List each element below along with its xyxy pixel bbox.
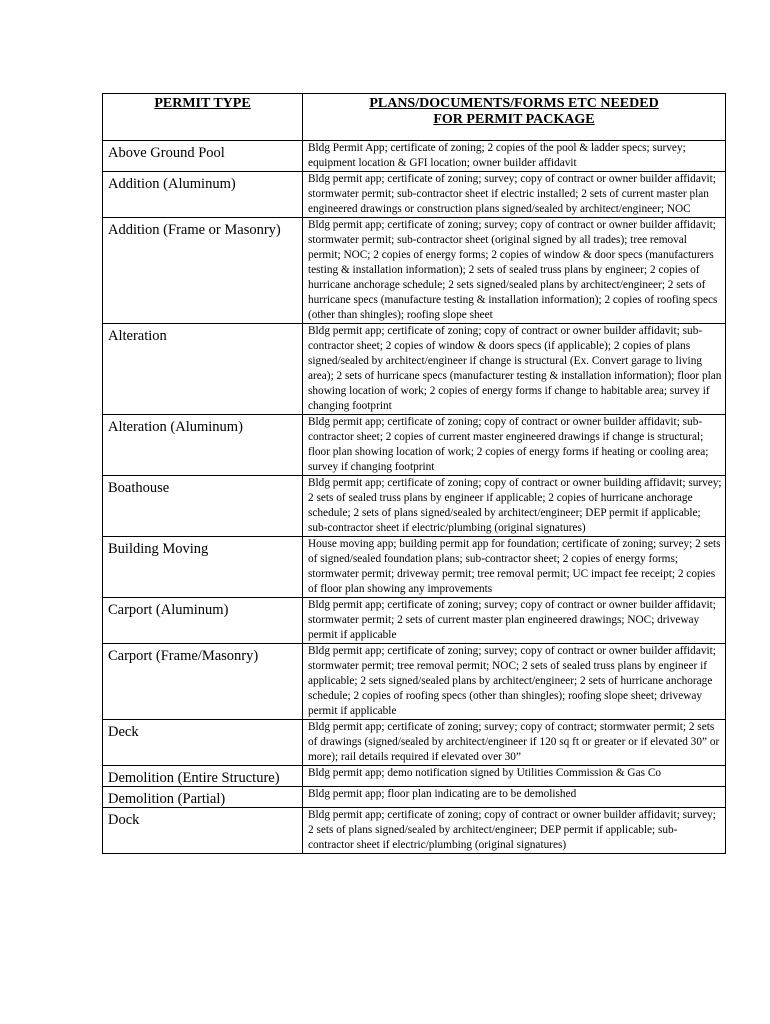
- table-row: [103, 324, 726, 415]
- requirements-cell: Bldg permit app; demo notification signed by Utilities Commission & Gas Co: [303, 766, 726, 787]
- requirements-cell: Bldg permit app; certificate of zoning; copy of contract or owner building affidavit; survey; 2 sets of sealed truss plans by engineer if applicable; 2 copies of hurricane anchorage schedule; 2 sets of plans signed/sealed by architect/engineer; DEP permit if applicable; sub-contractor sheet if electric/plumbing (original signatures): [303, 476, 726, 537]
- table-row: [103, 644, 726, 720]
- requirements-cell: Bldg permit app; certificate of zoning; copy of contract or owner builder affidavit; sub-contractor sheet; 2 copies of window & doors specs (if applicable); 2 copies of plans signed/sealed by architect/engineer if change is structural (Ex. Convert garage to living area); 2 sets of hurricane specs (manufacturer testing & installation information); floor plan showing location of work; 2 copies of energy forms if change to habitable area; survey if changing footprint: [303, 324, 726, 415]
- permit-type-cell: Demolition (Entire Structure): [103, 766, 303, 787]
- requirements-cell: Bldg permit app; certificate of zoning; copy of contract or owner builder affidavit; sub-contractor sheet; 2 copies of current master engineered drawings if change is structural; floor plan showing location of work; 2 copies of energy forms if heating or cooling area; survey if changing footprint: [303, 415, 726, 476]
- permit-type-cell: Addition (Frame or Masonry): [103, 218, 303, 324]
- permit-type-cell: Addition (Aluminum): [103, 172, 303, 218]
- table-header-row: [103, 94, 726, 141]
- requirements-cell: Bldg permit app; certificate of zoning; survey; copy of contract or owner builder affidavit; stormwater permit; sub-contractor sheet if electric installed; 2 sets of current master plan engineered drawings or construction plans signed/sealed by architect/engineer; NOC: [303, 172, 726, 218]
- requirements-cell: House moving app; building permit app for foundation; certificate of zoning; survey; 2 sets of signed/sealed foundation plans; sub-contractor sheet; 2 copies of energy forms; stormwater permit; driveway permit; tree removal permit; UC impact fee receipt; 2 copies of floor plan showing any improvements: [303, 537, 726, 598]
- table-row: [103, 415, 726, 476]
- permit-type-cell: Carport (Aluminum): [103, 598, 303, 644]
- requirements-cell: Bldg permit app; certificate of zoning; copy of contract or owner builder affidavit; survey; 2 sets of plans signed/sealed by architect/engineer; DEP permit if applicable; sub-contractor sheet if electric/plumbing (original signatures): [303, 808, 726, 854]
- requirements-header: [303, 94, 726, 141]
- table-row: [103, 218, 726, 324]
- requirements-cell: Bldg permit app; certificate of zoning; survey; copy of contract or owner builder affidavit; stormwater permit; 2 sets of current master plan engineered drawings; NOC; driveway permit if applicable: [303, 598, 726, 644]
- permit-type-cell: Boathouse: [103, 476, 303, 537]
- requirements-cell: Bldg permit app; floor plan indicating are to be demolished: [303, 787, 726, 808]
- permit-type-cell: Demolition (Partial): [103, 787, 303, 808]
- table-row: [103, 808, 726, 854]
- permit-type-cell: Carport (Frame/Masonry): [103, 644, 303, 720]
- permit-type-cell: Building Moving: [103, 537, 303, 598]
- permit-type-cell: Alteration (Aluminum): [103, 415, 303, 476]
- table-row: [103, 172, 726, 218]
- permit-type-cell: Above Ground Pool: [103, 141, 303, 172]
- permit-type-cell: Alteration: [103, 324, 303, 415]
- requirements-header-line2: FOR PERMIT PACKAGE: [433, 112, 595, 127]
- requirements-cell: Bldg permit app; certificate of zoning; survey; copy of contract or owner builder affidavit; stormwater permit; sub-contractor sheet (original signed by all trades); tree removal permit; NOC; 2 copies of energy forms; 2 copies of window & door specs (manufacturers testing & installation information); 2 sets of sealed truss plans by engineer; 2 copies of hurricane anchorage schedule; 2 sets signed/sealed plans by architect/engineer; 2 sets of hurricane specs (manufacture testing & installation information); 2 copies of roofing specs (other than shingles); roofing slope sheet: [303, 218, 726, 324]
- table-row: [103, 766, 726, 787]
- table-row: [103, 537, 726, 598]
- requirements-cell: Bldg Permit App; certificate of zoning; 2 copies of the pool & ladder specs; survey; equipment location & GFI location; owner builder affidavit: [303, 141, 726, 172]
- requirements-header-line1: PLANS/DOCUMENTS/FORMS ETC NEEDED: [369, 96, 659, 111]
- permit-type-header: PERMIT TYPE: [103, 94, 303, 141]
- table-row: [103, 476, 726, 537]
- requirements-cell: Bldg permit app; certificate of zoning; survey; copy of contract or owner builder affidavit; stormwater permit; tree removal permit; NOC; 2 sets of sealed truss plans by engineer if applicable; 2 sets signed/sealed plans by architect/engineer; 2 sets of hurricane anchorage schedule; 2 copies of roofing specs (other than shingles); roofing slope sheet; driveway permit if applicable: [303, 644, 726, 720]
- permit-requirements-table: [102, 93, 726, 854]
- requirements-cell: Bldg permit app; certificate of zoning; survey; copy of contract; stormwater permit; 2 sets of drawings (signed/sealed by architect/engineer if 120 sq ft or greater or if elevated 30” or more); rail details required if elevated over 30”: [303, 720, 726, 766]
- permit-type-cell: Deck: [103, 720, 303, 766]
- table-row: [103, 787, 726, 808]
- table-row: [103, 720, 726, 766]
- table-row: [103, 598, 726, 644]
- table-row: [103, 141, 726, 172]
- permit-type-cell: Dock: [103, 808, 303, 854]
